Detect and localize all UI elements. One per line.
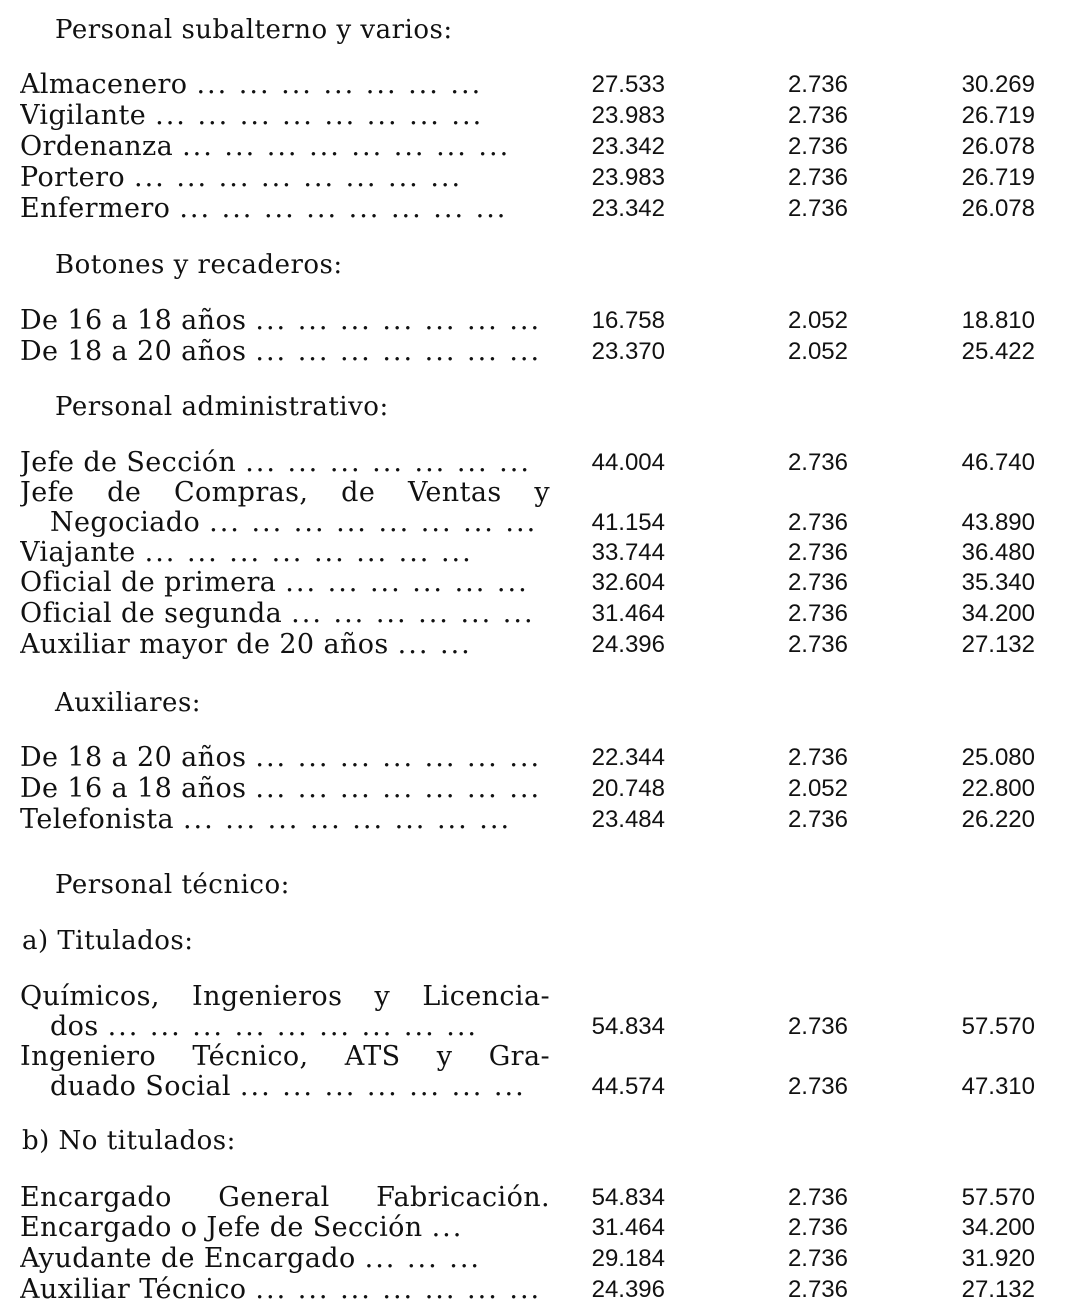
row-label bbox=[20, 1183, 550, 1213]
amount-c3: 27.132 bbox=[961, 1276, 1035, 1303]
amount-c1: 16.758 bbox=[591, 307, 665, 334]
row-label-text: De 18 a 20 años bbox=[20, 743, 247, 773]
table-row bbox=[0, 1012, 1070, 1042]
row-label bbox=[20, 337, 550, 367]
table-row bbox=[0, 774, 1070, 804]
leader-dots: ... ... ... ... ... ... ... bbox=[245, 448, 531, 478]
amount-c3: 26.220 bbox=[961, 806, 1035, 833]
table-row bbox=[0, 132, 1070, 162]
leader-dots: ... bbox=[431, 1213, 464, 1243]
table-row bbox=[0, 508, 1070, 538]
row-label-text: Jefe de Compras, de Ventas y bbox=[20, 478, 550, 508]
row-label-text: Químicos, Ingenieros y Licencia- bbox=[20, 982, 550, 1012]
row-label-text: De 16 a 18 años bbox=[20, 306, 247, 336]
amount-c2: 2.052 bbox=[787, 775, 848, 802]
table-row bbox=[0, 101, 1070, 131]
table-row bbox=[0, 70, 1070, 100]
amount-c1: 54.834 bbox=[591, 1013, 665, 1040]
leader-dots: ... ... ... ... ... ... ... ... bbox=[155, 101, 484, 131]
row-label bbox=[20, 630, 550, 660]
amount-c3: 22.800 bbox=[961, 775, 1035, 802]
amount-c2: 2.736 bbox=[787, 744, 848, 771]
amount-c1: 24.396 bbox=[591, 1276, 665, 1303]
row-label bbox=[20, 568, 550, 598]
amount-c2: 2.736 bbox=[787, 569, 848, 596]
row-label bbox=[20, 448, 550, 478]
row-label-text: dos bbox=[50, 1012, 99, 1042]
table-row bbox=[0, 1183, 1070, 1213]
table-row bbox=[0, 306, 1070, 336]
amount-c2: 2.736 bbox=[787, 1013, 848, 1040]
leader-dots: ... ... ... ... ... ... ... ... bbox=[182, 805, 512, 835]
amount-c2: 2.736 bbox=[787, 1245, 848, 1272]
row-label-text: Portero bbox=[20, 163, 126, 193]
amount-c1: 23.484 bbox=[591, 806, 665, 833]
row-label-text: De 16 a 18 años bbox=[20, 774, 247, 804]
row-label bbox=[20, 774, 550, 804]
leader-dots: ... ... ... ... ... ... ... ... bbox=[144, 538, 473, 568]
amount-c3: 18.810 bbox=[961, 307, 1035, 334]
row-label bbox=[20, 743, 550, 773]
row-label bbox=[20, 1042, 550, 1072]
row-label bbox=[50, 508, 550, 538]
amount-c3: 26.719 bbox=[961, 102, 1035, 129]
amount-c2: 2.736 bbox=[787, 1214, 848, 1241]
amount-c1: 31.464 bbox=[591, 1214, 665, 1241]
table-row bbox=[0, 448, 1070, 478]
table-row bbox=[0, 599, 1070, 629]
amount-c1: 23.370 bbox=[591, 338, 665, 365]
amount-c3: 43.890 bbox=[961, 509, 1035, 536]
row-label-text: duado Social bbox=[50, 1072, 231, 1102]
amount-c3: 36.480 bbox=[961, 539, 1035, 566]
table-row bbox=[0, 1072, 1070, 1102]
row-label bbox=[20, 805, 550, 835]
leader-dots: ... ... bbox=[397, 630, 472, 660]
table-row bbox=[0, 743, 1070, 773]
row-label bbox=[20, 1244, 550, 1274]
amount-c3: 57.570 bbox=[961, 1013, 1035, 1040]
section-heading: Personal administrativo: bbox=[55, 392, 389, 422]
section-heading: Personal subalterno y varios: bbox=[55, 15, 453, 45]
amount-c3: 47.310 bbox=[961, 1073, 1035, 1100]
amount-c2: 2.736 bbox=[787, 1073, 848, 1100]
amount-c1: 29.184 bbox=[591, 1245, 665, 1272]
amount-c1: 24.396 bbox=[591, 631, 665, 658]
row-label-text: Ordenanza bbox=[20, 132, 174, 162]
amount-c1: 20.748 bbox=[591, 775, 665, 802]
row-label bbox=[20, 1213, 550, 1243]
amount-c2: 2.736 bbox=[787, 71, 848, 98]
amount-c1: 23.983 bbox=[591, 102, 665, 129]
amount-c1: 44.574 bbox=[591, 1073, 665, 1100]
amount-c3: 57.570 bbox=[961, 1184, 1035, 1211]
leader-dots: ... ... ... ... ... ... bbox=[285, 568, 529, 598]
leader-dots: ... ... ... ... ... ... ... bbox=[239, 1072, 526, 1102]
leader-dots: ... ... ... ... ... ... ... ... bbox=[134, 163, 463, 193]
amount-c2: 2.736 bbox=[787, 449, 848, 476]
leader-dots: ... ... ... ... ... ... ... bbox=[255, 743, 542, 773]
amount-c3: 25.422 bbox=[961, 338, 1035, 365]
amount-c1: 27.533 bbox=[591, 71, 665, 98]
amount-c2: 2.736 bbox=[787, 164, 848, 191]
leader-dots: ... ... ... ... ... ... ... ... bbox=[182, 132, 511, 162]
row-label bbox=[20, 194, 550, 224]
amount-c2: 2.736 bbox=[787, 600, 848, 627]
amount-c1: 31.464 bbox=[591, 600, 665, 627]
amount-c3: 30.269 bbox=[961, 71, 1035, 98]
amount-c2: 2.736 bbox=[787, 631, 848, 658]
row-label bbox=[20, 599, 550, 629]
row-label-text: Jefe de Sección bbox=[20, 448, 237, 478]
amount-c1: 54.834 bbox=[591, 1184, 665, 1211]
leader-dots: ... ... ... ... ... ... bbox=[291, 599, 535, 629]
amount-c1: 41.154 bbox=[591, 509, 665, 536]
row-label-text: Oficial de primera bbox=[20, 568, 277, 598]
leader-dots: ... ... ... ... ... ... ... bbox=[196, 70, 483, 100]
leader-dots: ... ... ... ... ... ... ... ... ... bbox=[107, 1012, 478, 1042]
row-label bbox=[20, 538, 550, 568]
row-label-text: Vigilante bbox=[20, 101, 147, 131]
table-row bbox=[0, 163, 1070, 193]
amount-c3: 27.132 bbox=[961, 631, 1035, 658]
row-label bbox=[20, 132, 550, 162]
row-label-text: Viajante bbox=[20, 538, 136, 568]
leader-dots: ... ... ... bbox=[364, 1244, 482, 1274]
amount-c1: 23.342 bbox=[591, 195, 665, 222]
table-row bbox=[0, 982, 1070, 1012]
amount-c2: 2.736 bbox=[787, 806, 848, 833]
amount-c2: 2.736 bbox=[787, 1184, 848, 1211]
row-label-text: Encargado General Fabricación. bbox=[20, 1183, 550, 1213]
table-row bbox=[0, 1275, 1070, 1305]
table-row bbox=[0, 1213, 1070, 1243]
section-heading: Auxiliares: bbox=[55, 688, 202, 718]
amount-c3: 25.080 bbox=[961, 744, 1035, 771]
amount-c2: 2.052 bbox=[787, 338, 848, 365]
leader-dots: ... ... ... ... ... ... ... bbox=[255, 1275, 542, 1305]
row-label-text: Auxiliar mayor de 20 años bbox=[20, 630, 389, 660]
table-row bbox=[0, 1244, 1070, 1274]
leader-dots: ... ... ... ... ... ... ... ... bbox=[179, 194, 508, 224]
row-label-text: Ayudante de Encargado bbox=[20, 1244, 356, 1274]
row-label bbox=[20, 306, 550, 336]
amount-c1: 32.604 bbox=[591, 569, 665, 596]
table-row bbox=[0, 630, 1070, 660]
row-label-text: Telefonista bbox=[20, 805, 174, 835]
amount-c1: 22.344 bbox=[591, 744, 665, 771]
section-heading: b) No titulados: bbox=[22, 1126, 236, 1156]
table-row bbox=[0, 478, 1070, 508]
table-row bbox=[0, 337, 1070, 367]
row-label-text: Encargado o Jefe de Sección bbox=[20, 1213, 423, 1243]
amount-c3: 26.719 bbox=[961, 164, 1035, 191]
amount-c2: 2.736 bbox=[787, 509, 848, 536]
leader-dots: ... ... ... ... ... ... ... bbox=[255, 306, 542, 336]
amount-c2: 2.736 bbox=[787, 195, 848, 222]
amount-c1: 44.004 bbox=[591, 449, 665, 476]
section-heading: Botones y recaderos: bbox=[55, 250, 343, 280]
amount-c1: 23.983 bbox=[591, 164, 665, 191]
amount-c3: 34.200 bbox=[961, 600, 1035, 627]
row-label bbox=[20, 478, 550, 508]
row-label-text: Oficial de segunda bbox=[20, 599, 283, 629]
amount-c1: 23.342 bbox=[591, 133, 665, 160]
leader-dots: ... ... ... ... ... ... ... bbox=[255, 337, 542, 367]
amount-c3: 46.740 bbox=[961, 449, 1035, 476]
row-label-text: Almacenero bbox=[20, 70, 188, 100]
table-row bbox=[0, 538, 1070, 568]
amount-c1: 33.744 bbox=[591, 539, 665, 566]
row-label bbox=[20, 70, 550, 100]
table-row bbox=[0, 1042, 1070, 1072]
row-label bbox=[20, 982, 550, 1012]
table-row bbox=[0, 194, 1070, 224]
amount-c3: 26.078 bbox=[961, 133, 1035, 160]
row-label-text: De 18 a 20 años bbox=[20, 337, 247, 367]
section-heading: a) Titulados: bbox=[22, 926, 194, 956]
leader-dots: ... ... ... ... ... ... ... bbox=[255, 774, 542, 804]
row-label-text: Ingeniero Técnico, ATS y Gra- bbox=[20, 1042, 550, 1072]
row-label bbox=[20, 101, 550, 131]
amount-c3: 31.920 bbox=[961, 1245, 1035, 1272]
row-label-text: Negociado bbox=[50, 508, 201, 538]
section-heading: Personal técnico: bbox=[55, 870, 290, 900]
table-row bbox=[0, 568, 1070, 598]
table-row bbox=[0, 805, 1070, 835]
row-label-text: Auxiliar Técnico bbox=[20, 1275, 247, 1305]
amount-c2: 2.736 bbox=[787, 102, 848, 129]
row-label bbox=[20, 1275, 550, 1305]
amount-c3: 34.200 bbox=[961, 1214, 1035, 1241]
leader-dots: ... ... ... ... ... ... ... ... bbox=[209, 508, 538, 538]
row-label bbox=[50, 1012, 550, 1042]
amount-c3: 26.078 bbox=[961, 195, 1035, 222]
row-label bbox=[50, 1072, 550, 1102]
amount-c2: 2.736 bbox=[787, 133, 848, 160]
amount-c2: 2.052 bbox=[787, 307, 848, 334]
row-label-text: Enfermero bbox=[20, 194, 171, 224]
amount-c2: 2.736 bbox=[787, 539, 848, 566]
amount-c3: 35.340 bbox=[961, 569, 1035, 596]
row-label bbox=[20, 163, 550, 193]
amount-c2: 2.736 bbox=[787, 1276, 848, 1303]
